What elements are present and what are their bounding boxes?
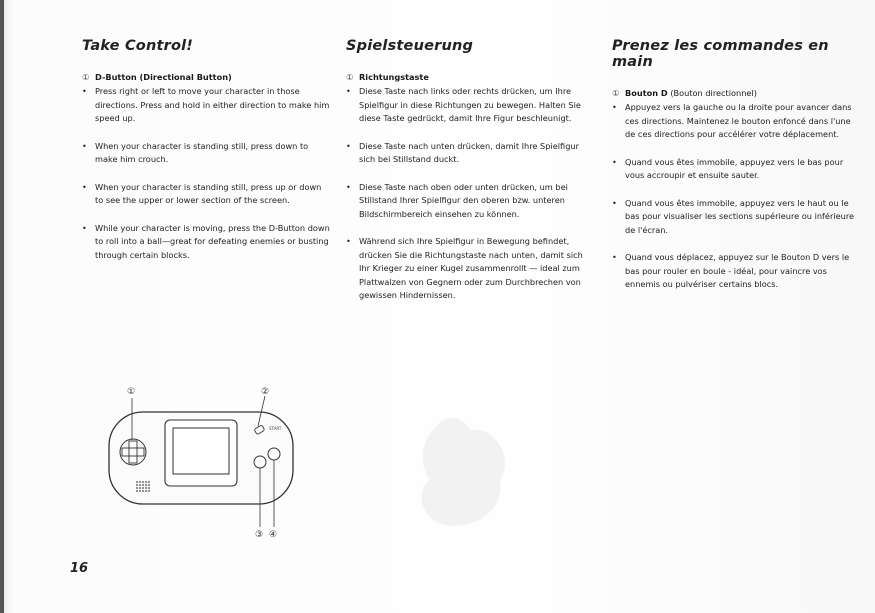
list-item (82, 85, 332, 126)
callout-number: ① (346, 72, 354, 82)
list-item (82, 222, 332, 263)
list-item-text: Quand vous êtes immobile, appuyez vers le bas pour vous accroupir et ensuite sauter. (625, 156, 844, 180)
list-item-text: When your character is standing still, press down to make him crouch. (95, 140, 309, 164)
instruction-list (82, 85, 332, 262)
subsection-label: Bouton D (625, 88, 668, 98)
bullet-marker: • (82, 140, 87, 151)
list-item-text: Quand vous êtes immobile, appuyez vers le haut ou le bas pour visualiser les sections supérieure ou inférieure de l'écran. (625, 197, 855, 235)
callout-label-1: ① (127, 387, 136, 397)
subsection-label: Richtungstaste (359, 72, 429, 82)
column-french (612, 38, 860, 306)
list-item (612, 197, 860, 238)
callout-label-2: ② (261, 387, 270, 397)
column-english (82, 38, 332, 276)
bullet-marker: • (346, 86, 351, 96)
column-title: Spielsteuerung (346, 38, 474, 54)
list-item-text: Quand vous déplacez, appuyez sur le Bouton D vers le bas pour rouler en boule - idéal, pour vaincre vos ennemis ou pulvériser certains blocs. (625, 252, 850, 289)
bullet-marker: • (612, 252, 617, 262)
start-label: START (269, 426, 282, 431)
game-gear-diagram (105, 382, 305, 542)
list-item (346, 85, 594, 126)
bullet-marker: • (612, 197, 617, 208)
list-item (612, 101, 860, 142)
bullet-marker: • (346, 140, 351, 151)
background-character-watermark (385, 400, 535, 540)
callout-number: ① (612, 88, 620, 98)
list-item-text: While your character is moving, press the D-Button down to roll into a ball—great for defeating enemies or busting through certain blocks. (95, 222, 330, 260)
subsection-label: D-Button (Directional Button) (95, 72, 232, 82)
bullet-marker: • (82, 86, 87, 96)
list-item-text: Diese Taste nach oben oder unten drücken, um bei Stillstand Ihrer Spielfigur den oberen bzw. unteren Bildschirmbereich einsehen zu können. (359, 181, 568, 219)
subsection-heading (612, 88, 860, 98)
page-number: 16 (70, 561, 89, 576)
bullet-marker: • (82, 222, 87, 233)
bullet-marker: • (612, 102, 617, 112)
list-item (612, 156, 860, 183)
list-item-text: Appuyez vers la gauche ou la droite pour avancer dans ces directions. Maintenez le bouton enfoncé dans l'une de ces directions pour accélérer votre déplacement. (625, 102, 852, 139)
screen (173, 428, 229, 474)
callout-label-4: ④ (269, 530, 278, 540)
column-german (346, 38, 594, 317)
list-item (346, 235, 594, 303)
bullet-marker: • (346, 236, 351, 246)
callout-label-3: ③ (255, 530, 264, 540)
list-item (612, 251, 860, 292)
list-item (346, 181, 594, 222)
list-item-text: Diese Taste nach links oder rechts drücken, um Ihre Spielfigur in diese Richtungen zu bewegen. Halten Sie diese Taste gedrückt, damit Ihre Figur beschleunigt. (359, 86, 581, 123)
list-item (82, 140, 332, 167)
instruction-list (612, 101, 860, 292)
list-item-text: Press right or left to move your character in those directions. Press and hold in either direction to make him speed up. (95, 86, 330, 123)
bullet-marker: • (612, 156, 617, 167)
list-item (346, 140, 594, 167)
subsection-heading (346, 72, 594, 82)
column-title: Prenez les commandes en main (612, 38, 829, 70)
list-item (82, 181, 332, 208)
list-item-text: Diese Taste nach unten drücken, damit Ihre Spielfigur sich bei Stillstand duckt. (359, 140, 579, 164)
book-spine-edge (0, 0, 4, 613)
subsection-extra: (Bouton directionnel) (667, 88, 757, 98)
instruction-list (346, 85, 594, 303)
list-item-text: Während sich Ihre Spielfigur in Bewegung befindet, drücken Sie die Richtungstaste nach unten, damit sich Ihr Krieger zu einer Kugel zusammenrollt — ideal zum Plattwalzen von Gegnern oder zum Durchbrechen von gewissen Hindernissen. (359, 236, 583, 300)
list-item-text: When your character is standing still, press up or down to see the upper or lower section of the screen. (95, 181, 322, 205)
subsection-heading (82, 72, 332, 82)
bullet-marker: • (82, 181, 87, 192)
column-title: Take Control! (82, 38, 194, 54)
callout-number: ① (82, 72, 90, 82)
bullet-marker: • (346, 181, 351, 192)
